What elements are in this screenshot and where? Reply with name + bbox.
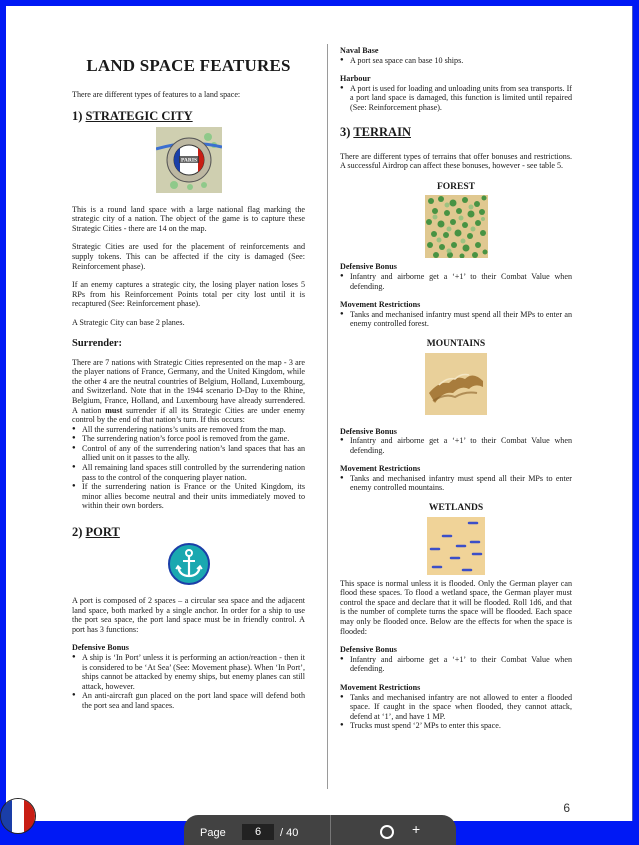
mountains-heading: MOUNTAINS: [426, 338, 486, 349]
flag-stripe-white: [12, 799, 23, 833]
wetlands-heading: WETLANDS: [428, 503, 484, 514]
naval-base-list: [340, 56, 572, 66]
list-item: ● Infantry and airborne get a ‘+1’ to their Combat Value when defending.: [340, 655, 572, 674]
mountains-image: [340, 353, 572, 415]
list-item: ● All remaining land spaces still controlled by the surrendering nation pass to the control of the conquering player nation.: [72, 463, 305, 482]
harbour-list: [340, 84, 572, 113]
port-paragraph: A port is composed of 2 spaces – a circular sea space and the adjacent land space, both marked by a single anchor. In order for a ship to use the port sea space, the port land space must be in friendly control. A port has 3 functions:: [72, 596, 305, 634]
section-heading-port: 2) PORT: [72, 525, 120, 540]
wetlands-terrain-icon: [427, 517, 485, 575]
wetlands-movement-heading: Movement Restrictions: [340, 683, 421, 692]
list-item: ● Tanks and mechanised infantry are not allowed to enter a flooded space. If caught in the space when flooded, they cannot attack, defend at ‘1’, and have 1 MP.: [340, 693, 572, 722]
list-item: ● A port sea space can base 10 ships.: [340, 56, 572, 66]
right-column: [340, 46, 572, 740]
left-column: [72, 46, 305, 720]
mountains-movement-heading: Movement Restrictions: [340, 464, 421, 474]
port-image: [72, 542, 305, 586]
anchor-icon: [167, 542, 211, 586]
page-number: 6: [563, 801, 570, 815]
page-number-input[interactable]: 6: [242, 824, 274, 840]
paragraph: Strategic Cities are used for the placement of reinforcements and supply tokens. This can be affected if the city is damaged (See: Reinforcement phase).: [72, 242, 305, 271]
section-heading-strategic-city: 1) STRATEGIC CITY: [72, 108, 193, 123]
surrender-heading: Surrender:: [72, 337, 122, 349]
list-item: ● Tanks and mechanised infantry must spend all their MPs to enter enemy controlled mountains.: [340, 474, 572, 493]
terrain-paragraph: There are different types of terrains that offer bonuses and restrictions. A successful Airdrop can affect these bonuses, however - see table 5.: [340, 151, 572, 171]
forest-defensive-heading: Defensive Bonus: [340, 262, 397, 272]
france-flag-icon[interactable]: [0, 798, 36, 834]
list-item: ● The surrendering nation’s force pool is removed from the game.: [72, 434, 305, 444]
list-item: ● If the surrendering nation is France or the United Kingdom, its minor allies become neutral and their units immediately moved to within their own borders.: [72, 482, 305, 511]
paragraph: This is a round land space with a large national flag marking the strategic city of a nation. The object of the game is to capture these Strategic Cities - there are 14 on the map.: [72, 204, 305, 233]
surrender-list: [72, 425, 305, 511]
wetlands-movement-list: [340, 693, 572, 731]
total-pages: / 40: [280, 827, 299, 839]
mountains-movement-list: [340, 474, 572, 493]
wetlands-paragraph: This space is normal unless it is flooded. Only the German player can flood these spaces. To flood a wetland space, the German player must control the space and declare that it will be flooded. Roll 1d6, and that is the number of complete turns the space will be flooded. Each space may only be flooded once. Below are the effects for when the space is flooded:: [340, 578, 572, 636]
paris-label: PARIS: [180, 157, 197, 164]
list-item: ● Infantry and airborne get a ‘+1’ to their Combat Value when defending.: [340, 436, 572, 455]
list-item: ● Infantry and airborne get a ‘+1’ to their Combat Value when defending.: [340, 272, 572, 291]
forest-movement-list: [340, 310, 572, 329]
section-heading-terrain: 3) TERRAIN: [340, 124, 411, 139]
forest-heading: FOREST: [436, 181, 475, 192]
list-item: ● A port is used for loading and unloading units from sea transports. If a port land space is damaged, this function is limited until repaired (See: Reinforcement phase).: [340, 84, 572, 113]
list-item: ● Control of any of the surrendering nation’s land spaces that has an allied unit on it passes to the ally.: [72, 444, 305, 463]
list-item: ● All the surrendering nations’s units are removed from the map.: [72, 425, 305, 435]
paris-city-icon: [156, 127, 222, 193]
document-page: [6, 6, 633, 821]
surrender-paragraph: There are 7 nations with Strategic Cities represented on the map - 3 are the player nations of France, Germany, and the United Kingdom, while the other 4 are the neutral countries of Belgium, Holland, Luxembourg, and Switzerland. Note that in the 1944 scenario D-Day to the Rhine, Belgium, France, Holland, and Luxembourg have already surrendered. A nation must surrender if all its Strategic Cities are under enemy control by the end of that nation’s turn. If this occurs:: [72, 357, 305, 425]
page-label: Page: [200, 827, 226, 839]
forest-terrain-icon: [425, 195, 488, 258]
wetlands-image: [340, 517, 572, 575]
page-title: LAND SPACE FEATURES: [86, 56, 291, 75]
harbour-heading: Harbour: [340, 74, 371, 84]
wetlands-defensive-heading: Defensive Bonus: [340, 645, 397, 655]
mountains-defensive-list: [340, 436, 572, 455]
zoom-out-icon[interactable]: [380, 825, 394, 839]
toolbar-separator: [330, 815, 331, 845]
forest-movement-heading: Movement Restrictions: [340, 300, 421, 310]
zoom-in-icon[interactable]: +: [412, 821, 421, 837]
pdf-viewer-toolbar: [184, 815, 456, 845]
list-item: ● An anti-aircraft gun placed on the port land space will defend both the port sea and land spaces.: [72, 691, 305, 710]
paragraph: A Strategic City can base 2 planes.: [72, 317, 185, 327]
flag-stripe-blue: [1, 799, 12, 833]
forest-defensive-list: [340, 272, 572, 291]
strategic-city-image: [72, 127, 305, 193]
forest-image: [340, 195, 572, 258]
port-defensive-heading: Defensive Bonus: [72, 643, 129, 653]
mountains-defensive-heading: Defensive Bonus: [340, 426, 397, 436]
list-item: ● Tanks and mechanised infantry must spend all their MPs to enter an enemy controlled forest.: [340, 310, 572, 329]
wetlands-defensive-list: [340, 655, 572, 674]
column-divider: [327, 44, 328, 789]
mountains-terrain-icon: [425, 353, 487, 415]
port-defensive-list: [72, 653, 305, 711]
list-item: ● A ship is ‘In Port’ unless it is performing an action/reaction - then it is considered to be ‘At Sea’ (See: Movement phase). When ‘In Port’, ships cannot be attacked by enemy ships, but enemy planes can still attack, however.: [72, 653, 305, 691]
list-item: ● Trucks must spend ‘2’ MPs to enter this space.: [340, 721, 572, 731]
intro-text: There are different types of features to a land space:: [72, 90, 241, 99]
paragraph: If an enemy captures a strategic city, the losing player nation loses 5 RPs from his Reinforcement Points total per city lost until it is recaptured (See: Reinforcement phase).: [72, 280, 305, 309]
naval-base-heading: Naval Base: [340, 46, 379, 55]
